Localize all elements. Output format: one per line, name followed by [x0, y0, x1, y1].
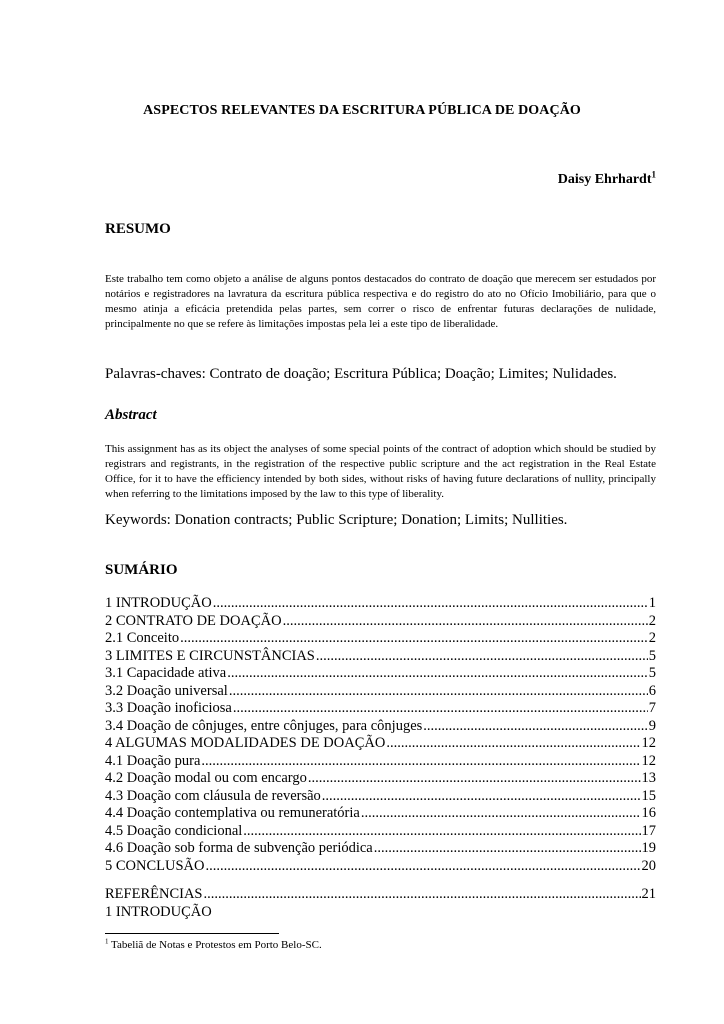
- toc-entry-page: 20: [641, 857, 656, 874]
- toc-entry-label: 4.6 Doação sob forma de subvenção periódica: [105, 840, 373, 856]
- toc-entry-page: 9: [648, 717, 656, 734]
- toc-spacer: [105, 875, 656, 886]
- toc-entry-label: REFERÊNCIAS: [105, 886, 203, 902]
- toc-leader: [229, 683, 648, 701]
- author-line: [557, 169, 656, 188]
- abstract-heading: Abstract: [105, 407, 157, 423]
- toc-entry[interactable]: [105, 683, 656, 701]
- toc-leader: [227, 665, 648, 683]
- sumario-heading: SUMÁRIO: [105, 562, 178, 578]
- toc-leader: [283, 613, 648, 631]
- toc-leader: [374, 840, 641, 858]
- toc-entry-label: 3 LIMITES E CIRCUNSTÂNCIAS: [105, 647, 315, 664]
- toc-entry-page: 7: [648, 700, 656, 716]
- toc-leader: [206, 858, 641, 876]
- toc-entry-label: 5 CONCLUSÃO: [105, 857, 205, 874]
- toc-entry-label: 3.3 Doação inoficiosa: [105, 700, 232, 716]
- toc-entry-label: 4.5 Doação condicional: [105, 822, 243, 839]
- toc-entry-label: 3.2 Doação universal: [105, 682, 228, 699]
- resumo-text: Este trabalho tem como objeto a análise de alguns pontos destacados do contrato de doação que merecem ser estudados por notários e registradores na lavratura da escritura pública respectiva e do registro do ato no Ofício Imobiliário, para que o mesmo atinja a eficácia pretendida pelas partes, sem correr o risco de enfrentar futuras declarações de nulidade, principalmente no que se refere às limitações impostas pela lei a este tipo de liberalidade.: [105, 273, 656, 330]
- toc-entry-label: 4.4 Doação contemplativa ou remuneratória: [105, 805, 360, 821]
- toc-entry-label: 4.2 Doação modal ou com encargo: [105, 770, 307, 786]
- toc-entry-page: 21: [641, 886, 656, 902]
- toc-entry[interactable]: [105, 858, 656, 876]
- toc-entry-label: 4.3 Doação com cláusula de reversão: [105, 787, 321, 804]
- toc-entry[interactable]: [105, 788, 656, 806]
- toc-entry[interactable]: [105, 840, 656, 858]
- toc-entry-label: 3.1 Capacidade ativa: [105, 665, 227, 681]
- toc-entry[interactable]: [105, 770, 656, 788]
- toc-entry[interactable]: [105, 595, 656, 613]
- author-footnote-mark: 1: [651, 169, 656, 180]
- toc-entry-page: 12: [641, 752, 656, 769]
- toc-leader: [204, 886, 641, 904]
- toc-entry[interactable]: [105, 630, 656, 648]
- toc-leader: [180, 630, 648, 648]
- footnote-text: Tabeliã de Notas e Protestos em Porto Belo-SC.: [108, 939, 322, 951]
- toc-entry[interactable]: [105, 735, 656, 753]
- toc-entry[interactable]: [105, 718, 656, 736]
- toc-entry-page: 12: [641, 735, 656, 751]
- toc-entry-label: 4.1 Doação pura: [105, 752, 201, 769]
- toc-entry[interactable]: [105, 886, 656, 904]
- resumo-heading: RESUMO: [105, 221, 171, 237]
- toc-entry-page: 16: [641, 805, 656, 821]
- toc-entry-page: 1: [648, 595, 656, 611]
- toc-entry-page: 2: [648, 630, 656, 646]
- toc-leader: [423, 718, 647, 736]
- footnote: [105, 939, 322, 951]
- toc-leader: [322, 788, 641, 806]
- toc-entry-label: 1 INTRODUÇÃO: [105, 595, 212, 611]
- author-name: Daisy Ehrhardt: [557, 172, 652, 187]
- section-heading-introducao: [105, 904, 656, 922]
- document-title: ASPECTOS RELEVANTES DA ESCRITURA PÚBLICA DE DOAÇÃO: [143, 103, 581, 118]
- section-heading-label: 1 INTRODUÇÃO: [105, 903, 212, 920]
- toc-entry-label: 2.1 Conceito: [105, 630, 180, 646]
- toc-entry-page: 6: [648, 682, 656, 699]
- toc-entry-label: 2 CONTRATO DE DOAÇÃO: [105, 612, 282, 629]
- toc-entry-page: 15: [641, 787, 656, 804]
- toc-entry-page: 5: [648, 665, 656, 681]
- toc-leader: [308, 770, 641, 788]
- toc-leader: [243, 823, 640, 841]
- toc-entry[interactable]: [105, 613, 656, 631]
- toc-leader: [361, 805, 641, 823]
- toc-entry-label: 3.4 Doação de cônjuges, entre cônjuges, para cônjuges: [105, 717, 423, 734]
- toc-entry[interactable]: [105, 648, 656, 666]
- footnote-separator: [105, 933, 279, 934]
- toc-entry-page: 17: [641, 822, 656, 839]
- toc-entry[interactable]: [105, 665, 656, 683]
- abstract-keywords: Keywords: Donation contracts; Public Scripture; Donation; Limits; Nullities.: [105, 512, 568, 528]
- toc-leader: [316, 648, 648, 666]
- toc-leader: [201, 753, 640, 771]
- toc-entry[interactable]: [105, 823, 656, 841]
- toc-entry-page: 5: [648, 647, 656, 664]
- table-of-contents: [105, 595, 656, 921]
- toc-leader: [213, 595, 648, 613]
- footnote-mark: 1: [105, 937, 109, 946]
- toc-entry[interactable]: [105, 753, 656, 771]
- toc-entry-page: 19: [641, 840, 656, 856]
- resumo-keywords: Palavras-chaves: Contrato de doação; Escritura Pública; Doação; Limites; Nulidades.: [105, 366, 617, 382]
- toc-leader: [233, 700, 648, 718]
- toc-entry[interactable]: [105, 700, 656, 718]
- toc-entry[interactable]: [105, 805, 656, 823]
- toc-entry-page: 13: [641, 770, 656, 786]
- toc-leader: [386, 735, 640, 753]
- abstract-text: This assignment has as its object the analyses of some special points of the contract of adoption which should be studied by registrars and registrants, in the registration of the respective public scripture and the act registration in the Real Estate Office, for it to have the efficiency intended by both sides, without risks of having future declarations of nullity, principally when referring to the limitations imposed by the law to this type of liberality.: [105, 443, 656, 500]
- toc-entry-page: 2: [648, 612, 656, 629]
- toc-entry-label: 4 ALGUMAS MODALIDADES DE DOAÇÃO: [105, 735, 386, 751]
